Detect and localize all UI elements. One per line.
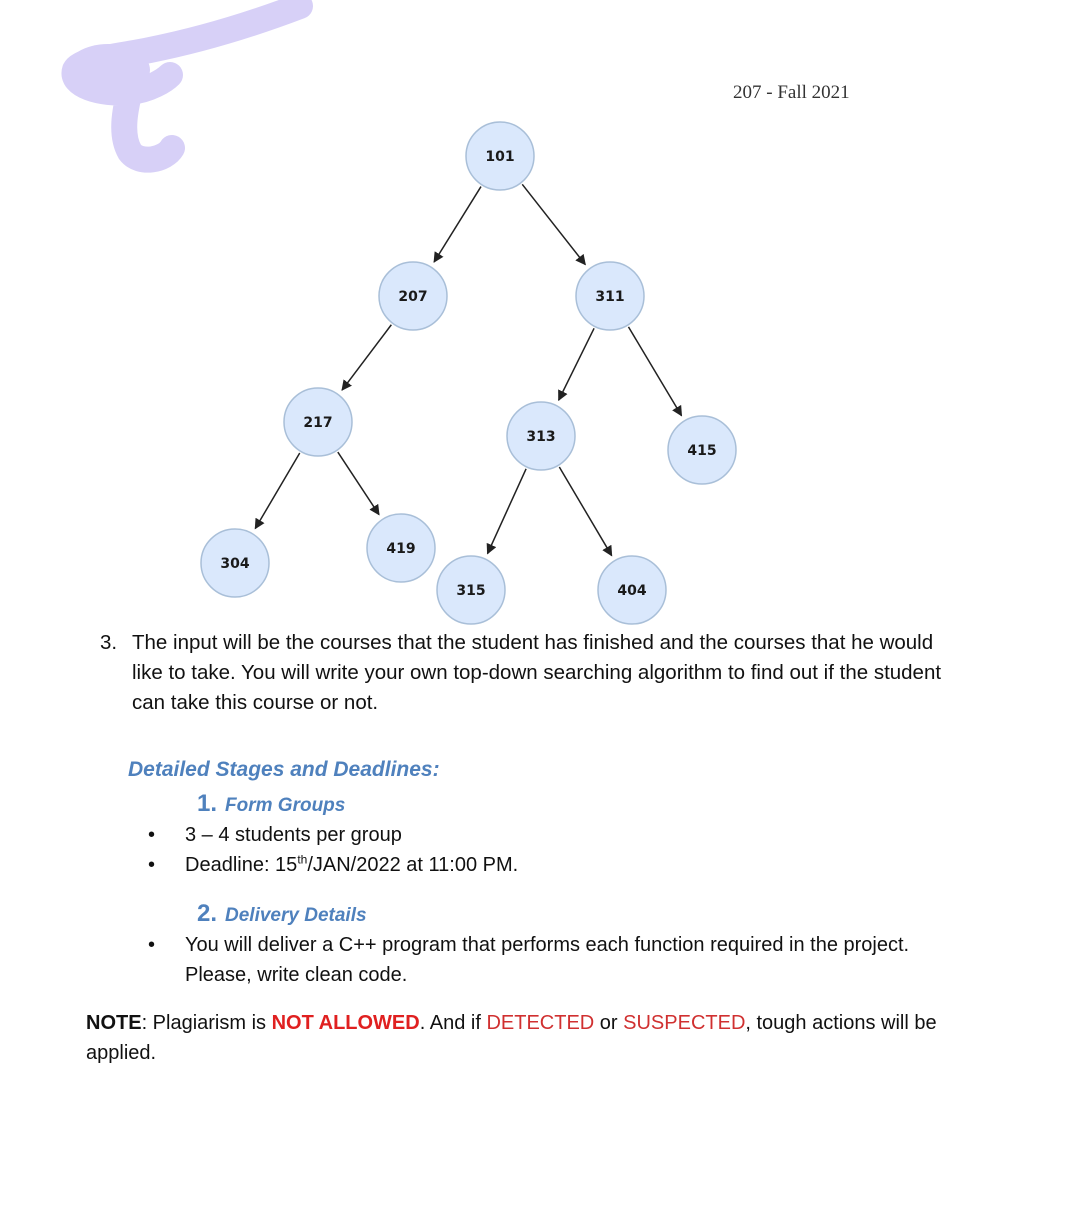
node-207 bbox=[379, 262, 447, 330]
edge-207-217 bbox=[342, 325, 391, 390]
node-label: 419 bbox=[386, 541, 416, 557]
node-label: 311 bbox=[595, 289, 625, 305]
node-419 bbox=[367, 514, 435, 582]
node-415 bbox=[668, 416, 736, 484]
node-label: 404 bbox=[617, 583, 647, 599]
stage-2-list bbox=[148, 930, 968, 990]
node-label: 313 bbox=[526, 429, 556, 445]
item-3-text: The input will be the courses that the student has finished and the courses that he would like to take. You will write your own top-down searching algorithm to find out if the student can take this course or not. bbox=[132, 631, 942, 714]
list-item bbox=[148, 930, 968, 990]
note-part3: or bbox=[594, 1012, 624, 1034]
edge-311-415 bbox=[628, 327, 681, 416]
note-label: NOTE bbox=[86, 1012, 142, 1034]
suspected-text: SUSPECTED bbox=[623, 1012, 746, 1034]
plagiarism-note bbox=[86, 1008, 966, 1068]
list-item bbox=[148, 820, 968, 850]
edge-313-315 bbox=[488, 469, 527, 554]
stage-2-number: 2. bbox=[197, 900, 218, 927]
course-header: 207 - Fall 2021 bbox=[733, 82, 850, 103]
node-313 bbox=[507, 402, 575, 470]
edge-101-311 bbox=[522, 184, 585, 264]
group-size-text: 3 – 4 students per group bbox=[185, 824, 402, 846]
list-item bbox=[148, 850, 968, 880]
note-part1: : Plagiarism is bbox=[141, 1012, 272, 1034]
stage-1-title: Form Groups bbox=[225, 795, 346, 816]
edge-217-419 bbox=[338, 452, 379, 515]
deadline-suffix: /JAN/2022 at 11:00 PM. bbox=[307, 854, 519, 876]
node-label: 415 bbox=[687, 443, 717, 459]
edge-101-207 bbox=[434, 187, 481, 262]
bullet-icon: • bbox=[148, 824, 156, 846]
node-label: 217 bbox=[303, 415, 333, 431]
note-part4: , tough actions will be applied. bbox=[86, 1012, 937, 1064]
node-315 bbox=[437, 556, 505, 624]
node-101 bbox=[466, 122, 534, 190]
stage-1-list bbox=[148, 820, 968, 880]
detected-text: DETECTED bbox=[486, 1012, 595, 1034]
note-part2: . And if bbox=[419, 1012, 487, 1034]
not-allowed-text: NOT ALLOWED bbox=[271, 1012, 420, 1034]
node-label: 101 bbox=[485, 149, 515, 165]
item-3 bbox=[100, 628, 960, 718]
stages-title: Detailed Stages and Deadlines: bbox=[128, 758, 440, 781]
deadline-ordinal: th bbox=[297, 852, 308, 867]
node-label: 207 bbox=[398, 289, 428, 305]
node-label: 304 bbox=[220, 556, 250, 572]
edge-313-404 bbox=[559, 467, 611, 556]
edge-311-313 bbox=[559, 328, 594, 400]
stage-1-heading bbox=[197, 790, 345, 818]
deadline-prefix: Deadline: 15 bbox=[185, 854, 298, 876]
node-label: 315 bbox=[456, 583, 486, 599]
stage-2-heading bbox=[197, 900, 367, 928]
item-3-number: 3. bbox=[100, 631, 118, 654]
node-311 bbox=[576, 262, 644, 330]
edge-217-304 bbox=[255, 453, 299, 529]
delivery-text: You will deliver a C++ program that performs each function required in the project. Please, write clean code. bbox=[185, 934, 910, 986]
node-217 bbox=[284, 388, 352, 456]
bullet-icon: • bbox=[148, 934, 156, 956]
bullet-icon: • bbox=[148, 854, 156, 876]
stage-2-title: Delivery Details bbox=[225, 905, 367, 926]
node-304 bbox=[201, 529, 269, 597]
stage-1-number: 1. bbox=[197, 790, 218, 817]
node-404 bbox=[598, 556, 666, 624]
